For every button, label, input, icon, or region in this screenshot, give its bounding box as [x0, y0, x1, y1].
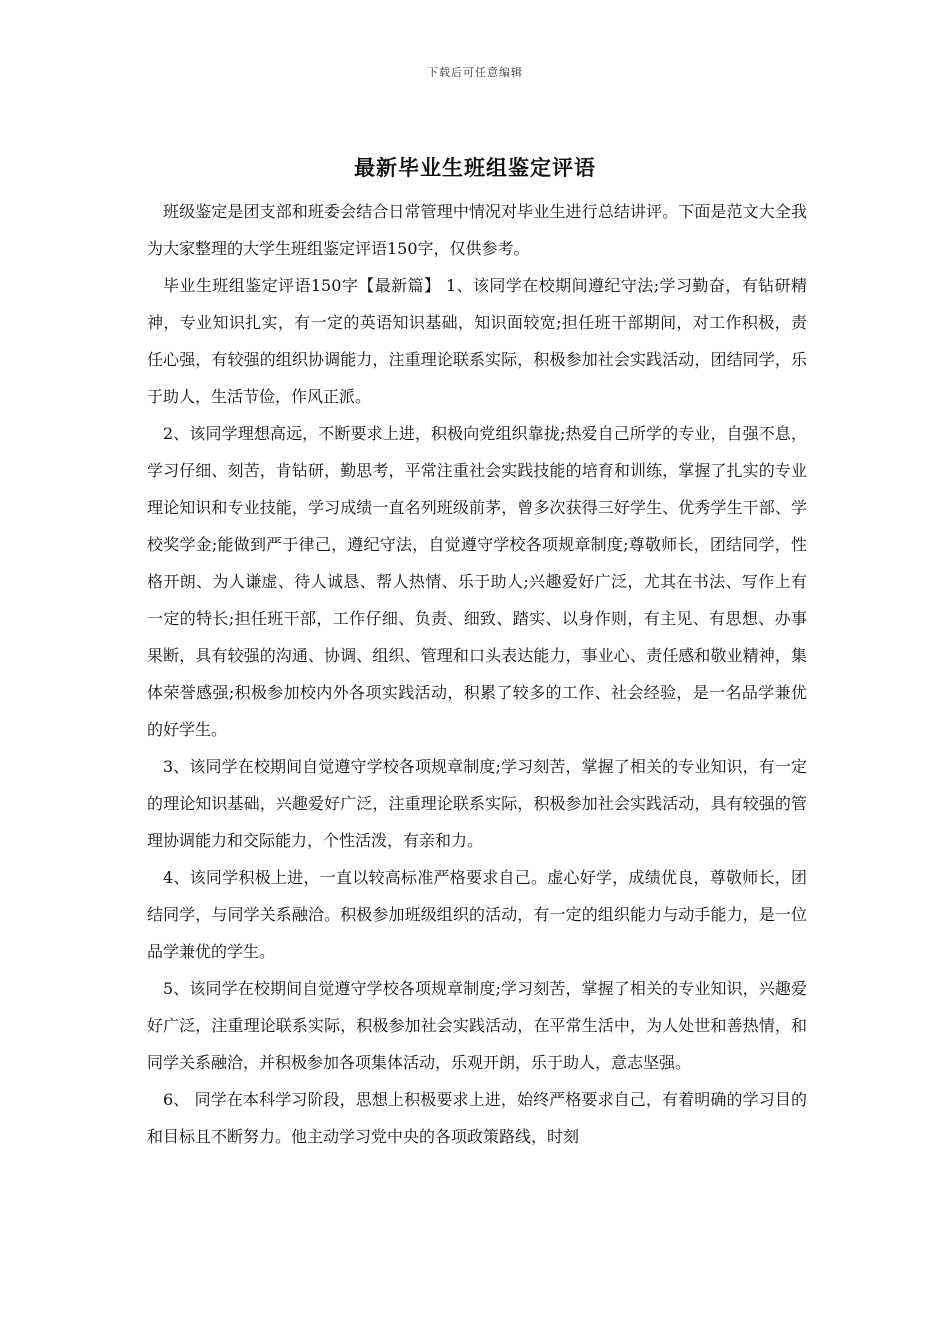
paragraph-intro: 班级鉴定是团支部和班委会结合日常管理中情况对毕业生进行总结讲评。下面是范文大全我为大家整理的大学生班组鉴定评语150字，仅供参考。 — [147, 202, 807, 258]
paragraph-1: 毕业生班组鉴定评语150字【最新篇】 1、该同学在校期间遵纪守法;学习勤奋，有钻研精神，专业知识扎实，有一定的英语知识基础，知识面较宽;担任班干部期间，对工作积极，责任心强，有较强的组织协调能力，注重理论联系实际，积极参加社会实践活动，团结同学，乐于助人，生活节俭，作风正派。 — [147, 276, 807, 406]
document-body — [147, 193, 807, 1155]
paragraph-4: 4、该同学积极上进，一直以较高标准严格要求自己。虚心好学，成绩优良，尊敬师长，团结同学，与同学关系融洽。积极参加班级组织的活动，有一定的组织能力与动手能力，是一位品学兼优的学生。 — [147, 868, 807, 961]
paragraph-2: 2、该同学理想高远，不断要求上进，积极向党组织靠拢;热爱自己所学的专业，自强不息，学习仔细、刻苦，肯钻研，勤思考，平常注重社会实践技能的培育和训练，掌握了扎实的专业理论知识和专业技能，学习成绩一直名列班级前茅，曾多次获得三好学生、优秀学生干部、学校奖学金;能做到严于律己，遵纪守法，自觉遵守学校各项规章制度;尊敬师长，团结同学，性格开朗、为人谦虚、待人诚恳、帮人热情、乐于助人;兴趣爱好广泛，尤其在书法、写作上有一定的特长;担任班干部，工作仔细、负责、细致、踏实、以身作则，有主见、有思想、办事果断，具有较强的沟通、协调、组织、管理和口头表达能力，事业心、责任感和敬业精神，集体荣誉感强;积极参加校内外各项实践活动，积累了较多的工作、社会经验，是一名品学兼优的好学生。 — [147, 424, 807, 739]
paragraph-6: 6、 同学在本科学习阶段，思想上积极要求上进，始终严格要求自己，有着明确的学习目的和目标且不断努力。他主动学习党中央的各项政策路线，时刻 — [147, 1090, 807, 1146]
paragraph-5: 5、该同学在校期间自觉遵守学校各项规章制度;学习刻苦，掌握了相关的专业知识，兴趣爱好广泛，注重理论联系实际，积极参加社会实践活动，在平常生活中，为人处世和善热情，和同学关系融洽，并积极参加各项集体活动，乐观开朗，乐于助人，意志坚强。 — [147, 979, 807, 1072]
header-note: 下载后可任意编辑 — [427, 66, 523, 79]
document-title: 最新毕业生班组鉴定评语 — [354, 155, 596, 180]
paragraph-3: 3、该同学在校期间自觉遵守学校各项规章制度;学习刻苦，掌握了相关的专业知识，有一定的理论知识基础，兴趣爱好广泛，注重理论联系实际，积极参加社会实践活动，具有较强的管理协调能力和交际能力，个性活泼，有亲和力。 — [147, 757, 807, 850]
